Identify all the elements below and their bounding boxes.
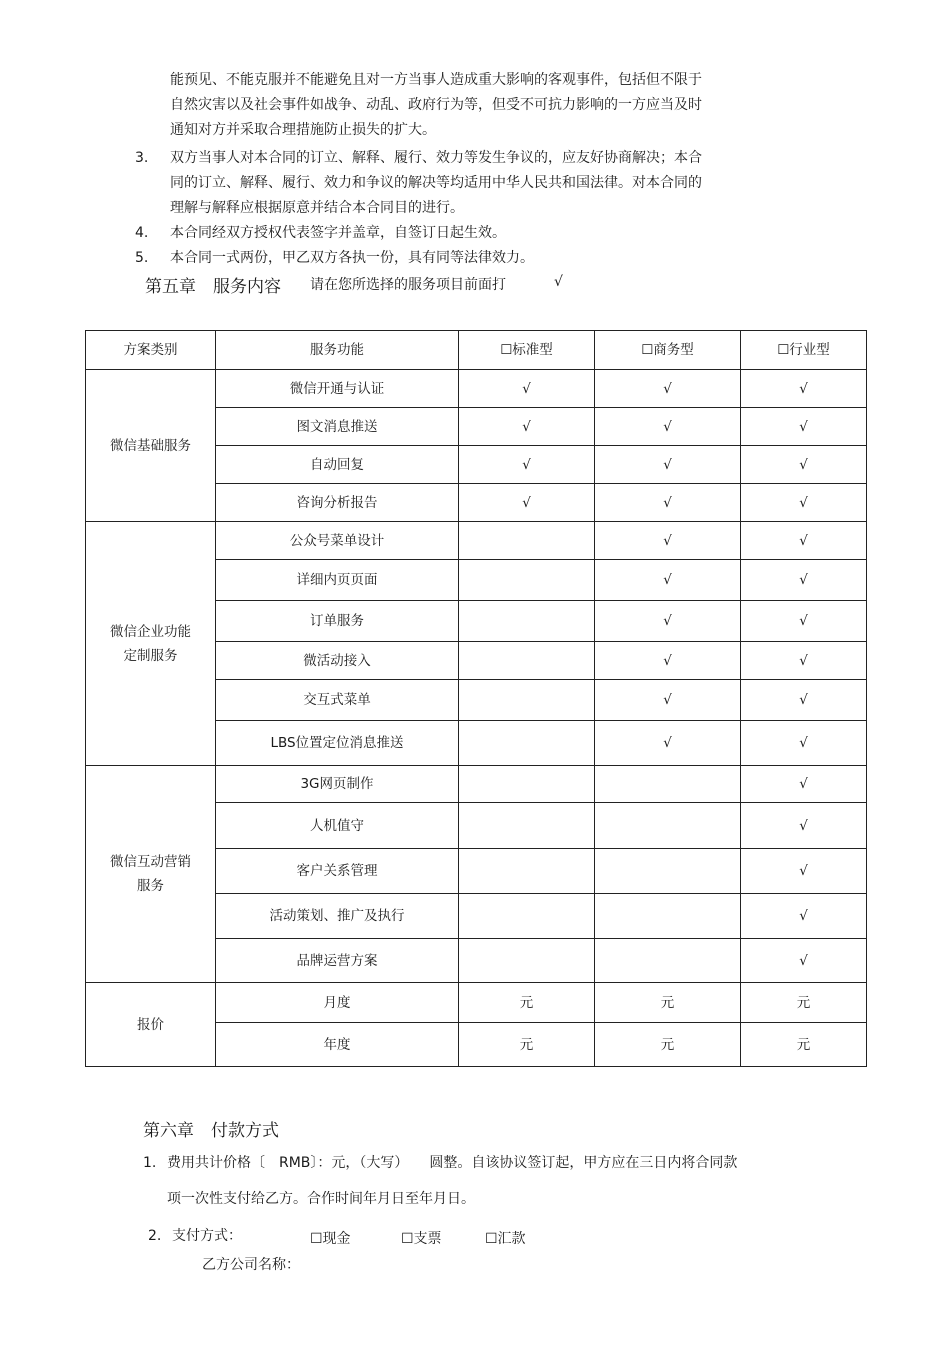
- industry-price-cell[interactable]: 元: [741, 1023, 867, 1067]
- business-cell: √: [595, 601, 741, 642]
- standard-cell: √: [459, 408, 595, 446]
- clause-line: 双方当事人对本合同的订立、解释、履行、效力等发生争议的，应友好协商解决；本合: [170, 150, 702, 166]
- business-cell: √: [595, 680, 741, 721]
- clause-number: 4.: [135, 225, 149, 241]
- clause-line: 同的订立、解释、履行、效力和争议的解决等均适用中华人民共和国法律。对本合同的: [170, 175, 702, 191]
- standard-cell: [459, 894, 595, 939]
- business-cell: √: [595, 560, 741, 601]
- category-line: 微信企业功能: [110, 623, 191, 640]
- industry-cell: √: [741, 766, 867, 803]
- industry-cell: √: [741, 560, 867, 601]
- force-majeure-clause: [170, 68, 770, 143]
- business-cell: [595, 939, 741, 983]
- chapter5-hint: 请在您所选择的服务项目前面打: [310, 277, 506, 293]
- table-row: [86, 766, 867, 803]
- business-cell: √: [595, 522, 741, 560]
- party-b-name-label: 乙方公司名称：: [202, 1257, 300, 1273]
- business-price-cell[interactable]: 元: [595, 1023, 741, 1067]
- clause-number: 5.: [135, 250, 149, 266]
- category-cell: [86, 522, 216, 766]
- header-category: 方案类别: [86, 331, 216, 370]
- industry-cell: √: [741, 446, 867, 484]
- category-line: 微信基础服务: [110, 437, 191, 454]
- category-line: 微信互动营销: [110, 854, 191, 870]
- clause-line: 理解与解释应根据原意并结合本合同目的进行。: [170, 200, 464, 216]
- industry-cell: √: [741, 721, 867, 766]
- table-row: [86, 370, 867, 408]
- industry-cell: √: [741, 408, 867, 446]
- business-cell: √: [595, 446, 741, 484]
- cash-checkbox[interactable]: ☐现金: [310, 1231, 351, 1247]
- business-cell: √: [595, 721, 741, 766]
- chapter5-title: 第五章 服务内容: [145, 277, 281, 297]
- feature-cell: 图文消息推送: [216, 408, 459, 446]
- category-line: 定制服务: [123, 647, 178, 664]
- standard-cell: √: [459, 484, 595, 522]
- industry-cell: √: [741, 894, 867, 939]
- feature-cell: LBS位置定位消息推送: [216, 721, 459, 766]
- dispute-clause: [170, 146, 770, 221]
- feature-cell: 活动策划、推广及执行: [216, 894, 459, 939]
- check-mark-icon: √: [554, 274, 563, 290]
- clause-line: 自然灾害以及社会事件如战争、动乱、政府行为等，但受不可抗力影响的一方应当及时: [170, 97, 702, 113]
- standard-cell: √: [459, 446, 595, 484]
- payment-method-label: 支付方式：: [172, 1228, 242, 1244]
- standard-cell: [459, 803, 595, 849]
- cheque-checkbox[interactable]: ☐支票: [401, 1231, 442, 1247]
- feature-cell: 年度: [216, 1023, 459, 1067]
- feature-cell: 客户关系管理: [216, 849, 459, 894]
- business-cell: √: [595, 642, 741, 680]
- header-industry[interactable]: ☐行业型: [741, 331, 867, 370]
- business-cell: [595, 766, 741, 803]
- clause-line: 能预见、不能克服并不能避免且对一方当事人造成重大影响的客观事件，包括但不限于: [170, 72, 702, 88]
- standard-cell: [459, 560, 595, 601]
- category-cell: [86, 370, 216, 522]
- clause-line: 通知对方并采取合理措施防止损失的扩大。: [170, 122, 436, 138]
- clause-line: 本合同一式两份，甲乙双方各执一份，具有同等法律效力。: [170, 250, 534, 266]
- standard-cell: [459, 849, 595, 894]
- feature-cell: 订单服务: [216, 601, 459, 642]
- feature-cell: 自动回复: [216, 446, 459, 484]
- industry-cell: √: [741, 642, 867, 680]
- standard-price-cell[interactable]: 元: [459, 983, 595, 1023]
- business-cell: [595, 849, 741, 894]
- table-header-row: [86, 331, 867, 370]
- industry-cell: √: [741, 601, 867, 642]
- feature-cell: 咨询分析报告: [216, 484, 459, 522]
- payment-item-number: 1.: [143, 1155, 157, 1171]
- standard-cell: [459, 642, 595, 680]
- standard-cell: √: [459, 370, 595, 408]
- header-business[interactable]: ☐商务型: [595, 331, 741, 370]
- business-price-cell[interactable]: 元: [595, 983, 741, 1023]
- feature-cell: 微活动接入: [216, 642, 459, 680]
- category-cell: [86, 766, 216, 983]
- business-cell: √: [595, 370, 741, 408]
- header-feature: 服务功能: [216, 331, 459, 370]
- feature-cell: 详细内页页面: [216, 560, 459, 601]
- clause-line: 本合同经双方授权代表签字并盖章，自签订日起生效。: [170, 225, 506, 241]
- feature-cell: 人机值守: [216, 803, 459, 849]
- service-table: [85, 330, 867, 1067]
- feature-cell: 3G网页制作: [216, 766, 459, 803]
- feature-cell: 交互式菜单: [216, 680, 459, 721]
- industry-cell: √: [741, 522, 867, 560]
- effective-clause: [170, 221, 506, 246]
- feature-cell: 公众号菜单设计: [216, 522, 459, 560]
- clause-number: 3.: [135, 150, 149, 166]
- business-cell: √: [595, 408, 741, 446]
- standard-cell: [459, 939, 595, 983]
- payment-item-number: 2.: [148, 1228, 162, 1244]
- table-row: [86, 983, 867, 1023]
- payment-amount-line: 项一次性支付给乙方。合作时间年月日至年月日。: [167, 1191, 475, 1207]
- standard-price-cell[interactable]: 元: [459, 1023, 595, 1067]
- feature-cell: 微信开通与认证: [216, 370, 459, 408]
- industry-cell: √: [741, 370, 867, 408]
- standard-cell: [459, 601, 595, 642]
- industry-cell: √: [741, 803, 867, 849]
- table-row: [86, 522, 867, 560]
- business-cell: [595, 894, 741, 939]
- industry-cell: √: [741, 484, 867, 522]
- payment-amount-line: 费用共计价格〔 RMB〕：元，（大写） 圆整。自该协议签订起，甲方应在三日内将合同款: [167, 1155, 738, 1171]
- industry-cell: √: [741, 849, 867, 894]
- transfer-checkbox[interactable]: ☐汇款: [485, 1231, 526, 1247]
- industry-cell: √: [741, 680, 867, 721]
- copies-clause: [170, 246, 534, 271]
- standard-cell: [459, 721, 595, 766]
- standard-cell: [459, 522, 595, 560]
- business-cell: √: [595, 484, 741, 522]
- chapter6-title: 第六章 付款方式: [143, 1121, 279, 1141]
- category-cell: [86, 983, 216, 1067]
- standard-cell: [459, 766, 595, 803]
- category-line: 服务: [137, 878, 164, 894]
- standard-cell: [459, 680, 595, 721]
- business-cell: [595, 803, 741, 849]
- industry-price-cell[interactable]: 元: [741, 983, 867, 1023]
- feature-cell: 品牌运营方案: [216, 939, 459, 983]
- category-line: 报价: [137, 1016, 164, 1033]
- header-standard[interactable]: ☐标准型: [459, 331, 595, 370]
- feature-cell: 月度: [216, 983, 459, 1023]
- industry-cell: √: [741, 939, 867, 983]
